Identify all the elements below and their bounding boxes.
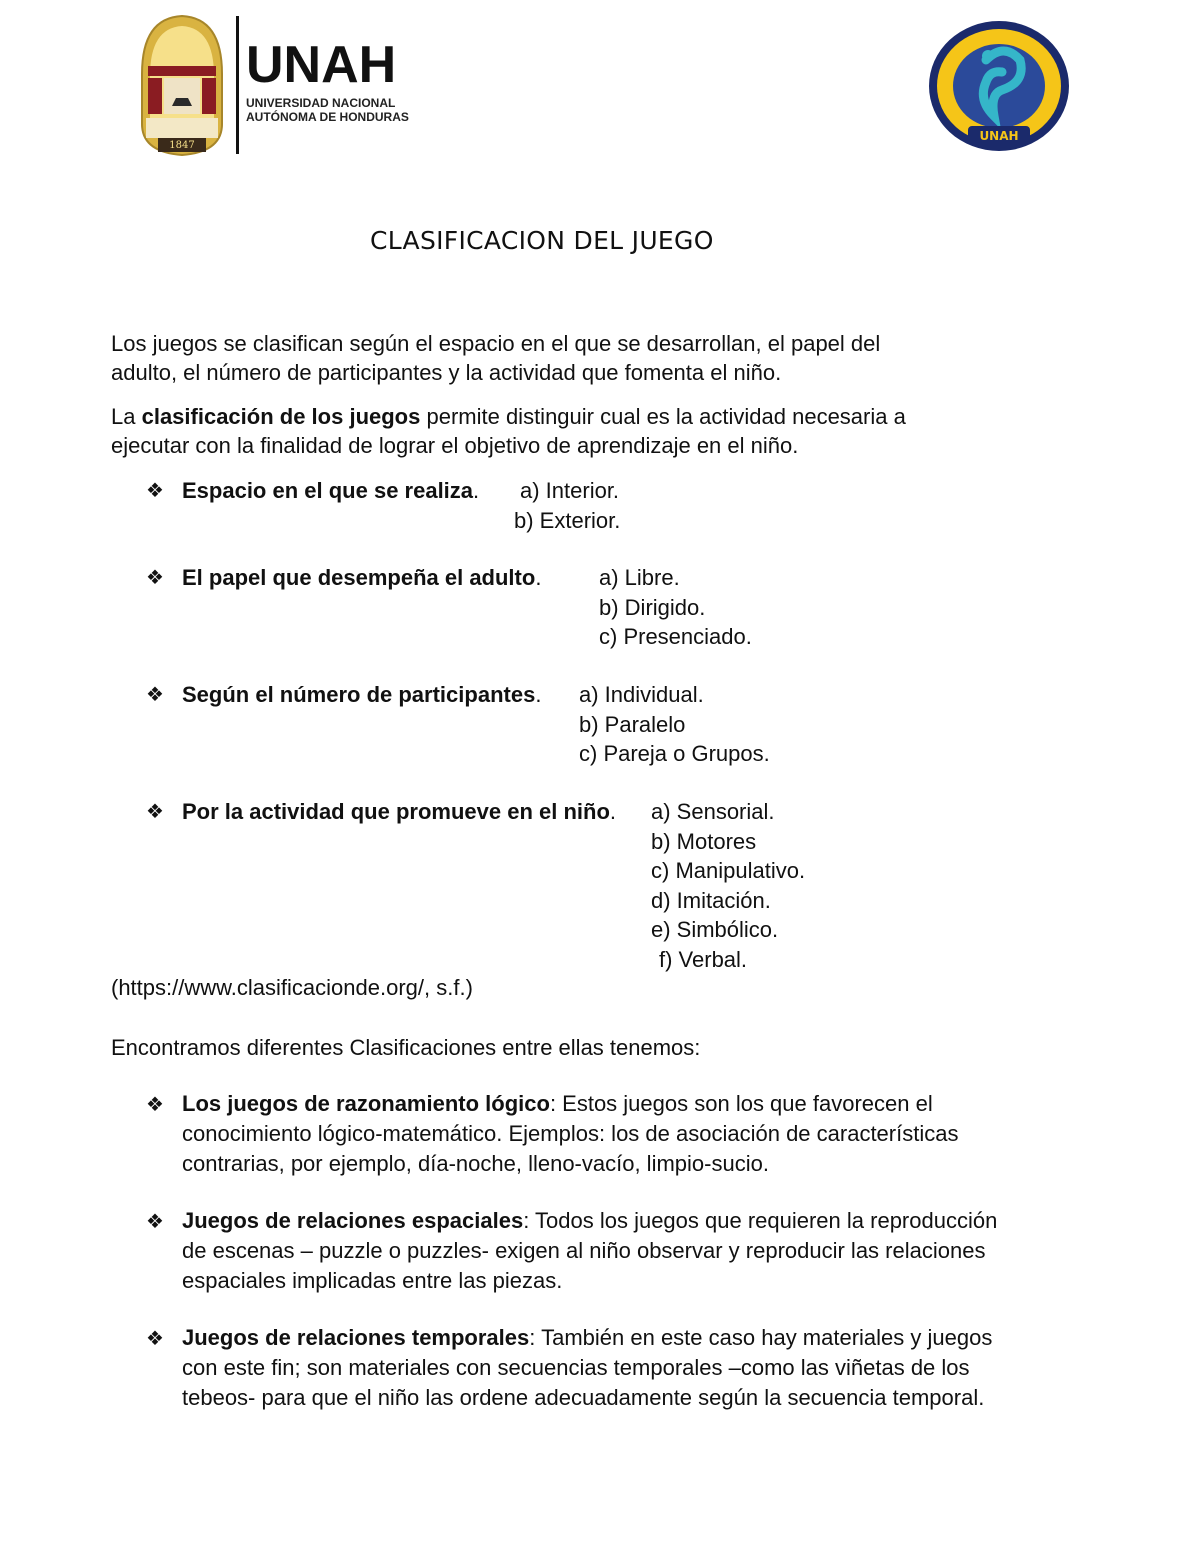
bullet-icon: ❖ (146, 1211, 164, 1233)
category-label: Según el número de participantes. (182, 682, 542, 707)
category-label-text: Según el número de participantes (182, 682, 536, 707)
unah-subtitle-1: UNIVERSIDAD NACIONAL (246, 96, 396, 110)
category-label: El papel que desempeña el adulto. (182, 565, 542, 590)
intro-line-2: adulto, el número de participantes y la actividad que fomenta el niño. (111, 360, 782, 385)
option-item: b) Dirigido. (599, 594, 706, 620)
option-item: f) Verbal. (659, 946, 748, 972)
svg-text:UNAH: UNAH (979, 129, 1019, 143)
seal-icon (138, 14, 226, 156)
type-item (182, 1206, 1002, 1296)
citation: (https://www.clasificacionde.org/, s.f.) (111, 975, 473, 1000)
category-options (651, 797, 805, 974)
type-text: : También en este caso hay materiales y juegos con este fin; son materiales con secuencias temporales –como las viñetas de los tebeos- para que el niño las ordene adecuadamente según la secuencia temporal. (182, 1325, 993, 1410)
option-item: c) Manipulativo. (651, 858, 806, 883)
type-item (182, 1323, 1002, 1413)
category-label-text: Espacio en el que se realiza (182, 478, 474, 503)
category-label-text: El papel que desempeña el adulto (182, 565, 536, 590)
option-item: b) Exterior. (514, 507, 621, 533)
option-item: a) Individual. (579, 682, 704, 707)
bullet-icon: ❖ (146, 684, 164, 706)
bullet-icon: ❖ (146, 1094, 164, 1116)
category-label-text: Por la actividad que promueve en el niño (182, 799, 610, 824)
option-item: b) Paralelo (579, 711, 686, 737)
category-options (514, 476, 620, 535)
option-item: d) Imitación. (651, 887, 771, 913)
option-item: a) Sensorial. (651, 799, 775, 824)
intro-line-1: Los juegos se clasifican según el espacio en el que se desarrollan, el papel del (111, 331, 881, 356)
type-item (182, 1089, 1002, 1179)
bullet-icon: ❖ (146, 480, 164, 502)
type-text: : Estos juegos son los que favorecen el conocimiento lógico-matemático. Ejemplos: los de asociación de características contrarias, por ejemplo, día-noche, lleno-vacío, limpio-sucio. (182, 1091, 959, 1176)
category-label: Espacio en el que se realiza. (182, 478, 480, 503)
category-label: Por la actividad que promueve en el niño. (182, 799, 617, 824)
bullet-icon: ❖ (146, 801, 164, 823)
intro-p2-bold: clasificación de los juegos (141, 404, 421, 429)
bullet-icon: ❖ (146, 567, 164, 589)
unah-seal (138, 14, 226, 156)
option-item: e) Simbólico. (651, 917, 779, 942)
type-title: Juegos de relaciones espaciales (182, 1208, 524, 1233)
option-item: a) Libre. (599, 565, 680, 590)
intro-p2-line-2: ejecutar con la finalidad de lograr el objetivo de aprendizaje en el niño. (111, 433, 799, 458)
bullet-icon: ❖ (146, 1328, 164, 1350)
educacion-fisica-logo (928, 20, 1070, 152)
intro-p2-text-a: La (111, 404, 142, 429)
unah-wordmark (246, 36, 409, 124)
type-title: Los juegos de razonamiento lógico (182, 1091, 550, 1116)
category-options (599, 563, 752, 652)
type-title: Juegos de relaciones temporales (182, 1325, 530, 1350)
educacion-fisica-badge-icon (928, 20, 1070, 152)
classification-intro: Encontramos diferentes Clasificaciones entre ellas tenemos: (111, 1035, 701, 1060)
category-options (579, 680, 770, 769)
svg-text:1847: 1847 (169, 140, 195, 151)
option-item: a) Interior. (520, 478, 620, 503)
type-text: : Todos los juegos que requieren la reproducción de escenas – puzzle o puzzles- exigen al niño observar y reproducir las relaciones espaciales implicadas entre las piezas. (182, 1208, 998, 1293)
intro-p2-text-b: permite distinguir cual es la actividad necesaria a (420, 404, 906, 429)
header-divider (236, 16, 239, 154)
unah-subtitle-2: AUTÓNOMA DE HONDURAS (246, 110, 409, 124)
option-item: c) Presenciado. (599, 624, 752, 649)
option-item: b) Motores (651, 828, 757, 854)
option-item: c) Pareja o Grupos. (579, 741, 770, 766)
page-title: CLASIFICACION DEL JUEGO (370, 226, 714, 255)
intro-paragraph-2 (111, 402, 906, 432)
unah-title: UNAH (246, 36, 397, 94)
